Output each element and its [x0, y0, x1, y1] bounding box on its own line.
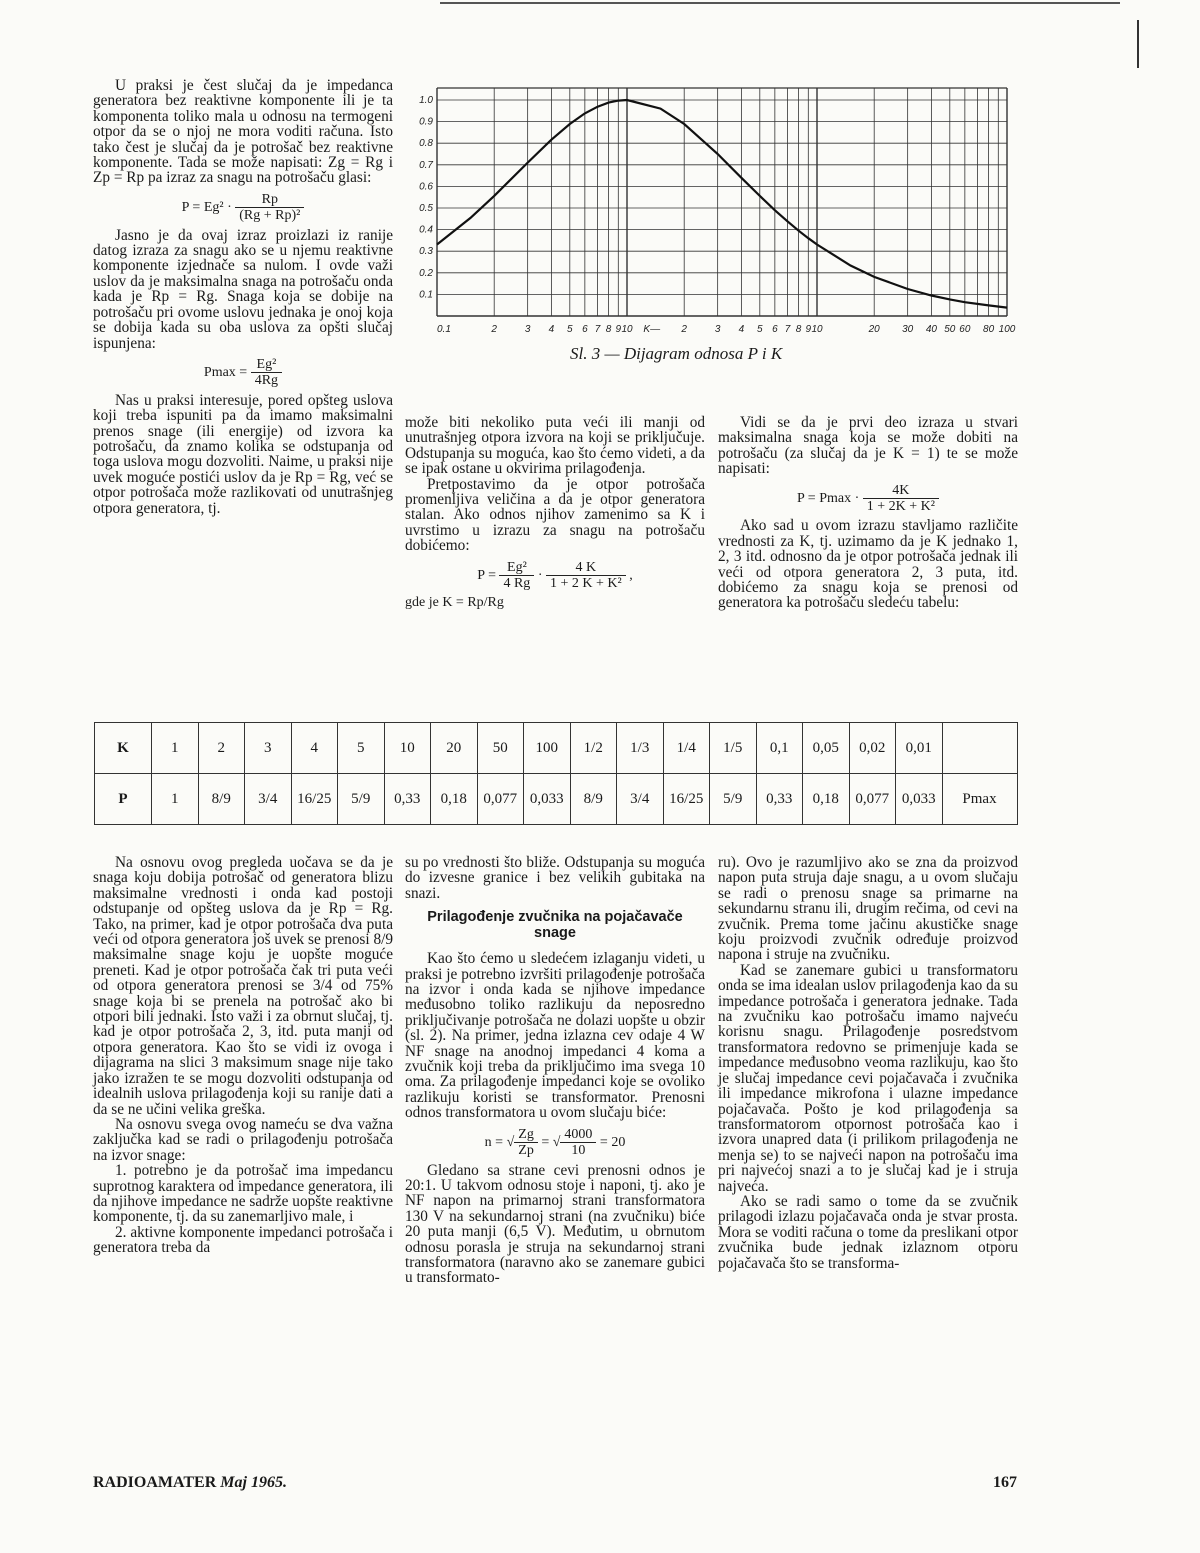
x-tick-label: 20	[868, 324, 880, 335]
k-p-table	[94, 722, 1018, 825]
x-tick-label: 80	[983, 324, 995, 335]
table-cell-p: Pmax	[942, 774, 1017, 825]
paragraph: Jasno je da ovaj izraz proizlazi iz ranije datog izraza za snagu ako se u njemu reaktivne komponente izjednače sa nulom. I ovde važi uslov da je maksimalna snaga na potrošaču onda kada je Rp = Rg. Snaga koja se dobije na potrošaču pri ovome uslovu jednaka je onoj koja se dobija kada su oba uslova za opšti slučaj ispunjena:	[93, 226, 393, 352]
bottom-middle-column	[405, 855, 705, 1286]
x-tick-label: 4	[738, 324, 745, 335]
y-tick-label: 0.1	[419, 289, 433, 301]
table-cell-k: 0,05	[803, 723, 850, 774]
x-tick-label: 6	[582, 324, 588, 335]
table-cell-p: 0,033	[524, 774, 571, 825]
table-cell-k: 1/2	[570, 723, 617, 774]
left-column	[93, 78, 393, 516]
table-cell-p: 0,33	[384, 774, 431, 825]
table-cell-k: 100	[524, 723, 571, 774]
bottom-left-column	[93, 855, 393, 1256]
table-cell-k: 1	[152, 723, 199, 774]
paragraph: ru). Ovo je razumljivo ako se zna da proizvod napon puta struja daje snagu, a u ovom slučaju se radi o prenosu snage sa primarne na sekundarnu stranu ili, drugim rečima, od cevi na zvučnik. Prema tome jačinu akustičke snage koju proizvodi zvučnik određuje proizvod napona i struje na zvučniku.	[718, 854, 1018, 964]
table-row-k	[95, 723, 1018, 774]
table-cell-p: 1	[152, 774, 199, 825]
table-cell-k: 1/4	[663, 723, 710, 774]
magazine-name: RADIOAMATER	[93, 1474, 217, 1491]
y-tick-label: 0.8	[419, 138, 433, 150]
x-tick-label: 3	[714, 324, 721, 335]
paragraph: 1. potrebno je da potrošač ima impedancu suprotnog karaktera od impedance generatora, ili da njihove impedance ne sadrže uopšte reaktivne komponente, tj. da su zanemarljivo male, i	[93, 1162, 393, 1226]
y-tick-label: 0.4	[419, 224, 433, 236]
section-heading: Prilagođenje zvučnika na pojačavače snage	[427, 909, 683, 942]
paragraph: Vidi se da je prvi deo izraza u stvari maksimalna snaga koja se može dobiti na potrošaču (za slučaj da je K = 1) te se može napisati:	[718, 414, 1018, 478]
table-cell-p: 16/25	[663, 774, 710, 825]
table-cell-k: 10	[384, 723, 431, 774]
paragraph: 2. aktivne komponente impedanci potrošača i generatora treba da	[93, 1223, 393, 1257]
formula-power-k: P = $\frac{\text{Eg²}}{4 Rg}$ · $\frac{4 K}{\text{1 + 2 K + K²}}$ ,	[477, 559, 633, 592]
table-cell-p: 0,077	[477, 774, 524, 825]
chart-y-ticks	[419, 95, 433, 300]
x-tick-label: 10	[621, 324, 633, 335]
table-cell-k: 1/3	[617, 723, 664, 774]
paragraph: su po vrednosti što bliže. Odstupanja su moguća do izvesne granice i bez velikih gubitaka na snazi.	[405, 854, 705, 902]
table-row-p	[95, 774, 1018, 825]
issue-date: Maj 1965.	[220, 1474, 287, 1491]
chart-caption: Sl. 3 — Dijagram odnosa P i K	[570, 344, 783, 363]
x-tick-label: 4	[548, 324, 555, 335]
x-tick-label: 7	[594, 324, 601, 335]
table-cell-k: 1/5	[710, 723, 757, 774]
paragraph: Na osnovu svega ovog nameću se dva važna zaključka kad se radi o prilagođenju potrošača na izvor snage:	[93, 1115, 393, 1164]
table-cell-k: 0,02	[849, 723, 896, 774]
table-cell-k: 0,01	[896, 723, 943, 774]
footer-magazine	[93, 1474, 287, 1492]
x-tick-label: 6	[772, 324, 778, 335]
paragraph: U praksi je čest slučaj da je impedanca generatora bez reaktivne komponente ili je ta komponenta toliko mala u odnosu na termogeni otpor da se o njoj ne mora voditi računa. Isto tako čest je slučaj da je potrošač bez reaktivne komponente. Tada se može napisati: Zg = Rg i Zp = Rp pa izraz za snagu na potrošaču glasi:	[93, 77, 393, 187]
formula-pmax: Pmax = $\frac{\text{Eg²}}{4Rg}$	[93, 357, 393, 389]
table-cell-p: 5/9	[338, 774, 385, 825]
x-tick-label: 2	[681, 324, 687, 335]
paragraph: Ako se radi samo o tome da se zvučnik prilagodi izlazu pojačavača onda je stvar prosta. Mora se voditi računa o tome da preslikani otpor zvučnika bude jednak izlaznom otporu pojačavača što se transforma-	[718, 1192, 1018, 1272]
table-cell-k: 5	[338, 723, 385, 774]
x-tick-label: 5	[757, 324, 763, 335]
chart-grid	[437, 88, 1007, 316]
x-tick-label: 30	[902, 324, 914, 335]
y-tick-label: 0.9	[419, 116, 433, 128]
y-tick-label: 0.5	[419, 203, 433, 214]
formula-power: P = Eg² · $\frac{Rp}{\text{(Rg + Rp)²}}$	[93, 192, 393, 224]
table-cell-p: 3/4	[617, 774, 664, 825]
x-tick-label: 2	[491, 324, 497, 335]
paragraph: Nas u praksi interesuje, pored opšteg uslova koji treba ispuniti pa da imamo maksimalni prenos snage (ili energije) od izvora ka potrošaču, da znamo kolika se odstupanja od toga uslova mogu dozvoliti. Naime, u praksi nije uvek moguće postići uslov da je Rp = Rg, već se otpor potrošača može razlikovati od unutrašnjeg otpora generatora, tj.	[93, 391, 393, 517]
table-cell-p: 0,18	[803, 774, 850, 825]
paragraph: Pretpostavimo da je otpor potrošača promenljiva veličina a da je otpor generatora stalan. Ako odnos njihov zamenimo sa K i uvrstimo u izrazu za snagu na potrošaču dobićemo:	[405, 475, 705, 555]
formula-pmax-k: P = Pmax · $\frac{4K}{\text{1 + 2K + K²}}$	[718, 483, 1018, 515]
y-tick-label: 0.2	[419, 267, 433, 279]
paragraph: može biti nekoliko puta veći ili manji od unutrašnjeg otpora izvora na koji se priključuje. Odstupanja su moguća, kao što ćemo videti, a da se ipak ostane u okvirima prilagođenja.	[405, 414, 705, 478]
formula-ratio: n = √ $\frac{Zg}{Zp}$ = √ $\frac{4000}{10}$ = 20	[484, 1126, 626, 1159]
table-cell-p: 3/4	[245, 774, 292, 825]
table-cell-k: 2	[198, 723, 245, 774]
table-cell-p: 0,18	[431, 774, 478, 825]
x-tick-label: 5	[567, 324, 573, 335]
paragraph: Ako sad u ovom izrazu stavljamo različite vrednosti za K, tj. uzimamo da je K jednako 1, 2, 3 itd. odnosno da je otpor potrošača jednak ili veći od otpora generatora 2, 3 puta, itd. dobićemo za snagu koja se prenosi od generatora ka potrošaču sledeću tabelu:	[718, 517, 1018, 612]
x-tick-label: 40	[925, 324, 937, 335]
y-tick-label: 0.6	[419, 181, 433, 193]
table-header-p: P	[95, 774, 152, 825]
x-tick-label: K—	[643, 324, 661, 335]
table-cell-p: 5/9	[710, 774, 757, 825]
paragraph: Na osnovu ovog pregleda uočava se da je snaga koju dobija potrošač od generatora blizu maksimalne vrednosti i onda kad postoji odstupanje od opšteg uslova da je Rp = Rg. Tako, na primer, kad je otpor potrošača dva puta veći od otpora generatora još uvek se prenosi 8/9 maksimalne snage koju je uopšte moguće preneti. Kad je otpor potrošača čak tri puta veći od otpora generatora prenosi se 3/4 od 75% snage koja bi se prenela na potrošač ako bi otpori bili jednaki. Isto važi i za obrnut slučaj, tj. kad je otpor potrošača 2, 3, itd. puta manji od otpora generatora. Kao što se vidi iz ovoga i dijagrama na slici 3 maksimum snage nije tako jako izražen te se mogu dozvoliti odstupanja od idealnih uslova prilagođenja koji su ranije dati a da se ne učini velika greška.	[93, 854, 393, 1118]
table-cell-p: 8/9	[570, 774, 617, 825]
middle-column	[405, 415, 705, 611]
x-tick-label: 8	[605, 324, 612, 335]
chart-p-k	[415, 80, 1020, 342]
table-cell-k: 3	[245, 723, 292, 774]
chart-x-ticks	[437, 324, 1016, 335]
paragraph: Gledano sa strane cevi prenosni odnos je 20:1. U takvom odnosu stoje i naponi, tj. ako je NF napon na primarnoj strani transformatora 130 V na sekundarnoj strani (na zvučniku) biće 20 puta manji (6,5 V). Međutim, u obrnutom odnosu porasla je struja na sekundarnoj strani transformatora (naravno ako se zanemare gubici u transformato-	[405, 1161, 705, 1287]
x-tick-label: 7	[784, 324, 791, 335]
chart-curve	[437, 100, 1007, 308]
bottom-right-column	[718, 855, 1018, 1271]
y-tick-label: 0.7	[419, 159, 433, 171]
right-column	[718, 415, 1018, 611]
x-tick-label: 50	[944, 324, 956, 335]
table-cell-p: 0,033	[896, 774, 943, 825]
table-cell-p: 8/9	[198, 774, 245, 825]
table-cell-k	[942, 723, 1017, 774]
table-cell-p: 0,077	[849, 774, 896, 825]
table-cell-k: 50	[477, 723, 524, 774]
table-cell-k: 4	[291, 723, 338, 774]
x-tick-label: 9	[615, 324, 622, 335]
top-rule	[440, 2, 1120, 4]
table-cell-k: 20	[431, 723, 478, 774]
y-tick-label: 1.0	[419, 95, 433, 106]
x-tick-label: 9	[805, 324, 812, 335]
paragraph: Kad se zanemare gubici u transformatoru onda se ima idealan uslov prilagođenja kao da su impedance potrošača i generatora jednake. Tada na zvučniku kao potrošaču imamo najveću korisnu snagu. Prilagođenje posredstvom transformatora redovno se primenjuje kada se impedance međusobno veoma razlikuju, kao što je slučaj impedance cevi pojačavača i zvučnika ili impedance mikrofona i ulazne impedance pojačavača. Pošto je kod prilagođenja sa transformatorom otpornost potrošača kao i izvora unapred data (i prilikom prilagođenja ne menja se) to se najveći napon na potrošaču ima pri najvećoj snazi a to je slučaj kad je i struja najveća.	[718, 961, 1018, 1195]
y-tick-label: 0.3	[419, 246, 433, 258]
x-tick-label: 0.1	[437, 324, 451, 335]
page-number: 167	[993, 1474, 1017, 1491]
table-cell-k: 0,1	[756, 723, 803, 774]
x-tick-label: 60	[959, 324, 971, 335]
x-tick-label: 10	[811, 324, 823, 335]
paragraph: Kao što ćemo u sledećem izlaganju videti, u praksi je potrebno izvršiti prilagođenje potrošača na izvor i onda kada se njihove impedance međusobno toliko razlikuju da neposredno priključivanje potrošača ne dolazi uopšte u obzir (sl. 2). Na primer, jedna izlazna cev odaje 4 W NF snage na anodnoj impedanci 4 koma a zvučnik koji treba da priključimo ima svega 10 oma. Za prilagođenje impedanci koje se ovoliko razlikuju koristi se transformator. Prenosni odnos transformatora u ovom slučaju biće:	[405, 950, 705, 1122]
x-tick-label: 100	[998, 324, 1016, 335]
x-tick-label: 3	[524, 324, 531, 335]
x-tick-label: 8	[795, 324, 802, 335]
table-cell-p: 0,33	[756, 774, 803, 825]
table-cell-p: 16/25	[291, 774, 338, 825]
margin-mark	[1137, 20, 1139, 68]
table-header-k: K	[95, 723, 152, 774]
formula-note: gde je K = Rp/Rg	[405, 595, 504, 611]
